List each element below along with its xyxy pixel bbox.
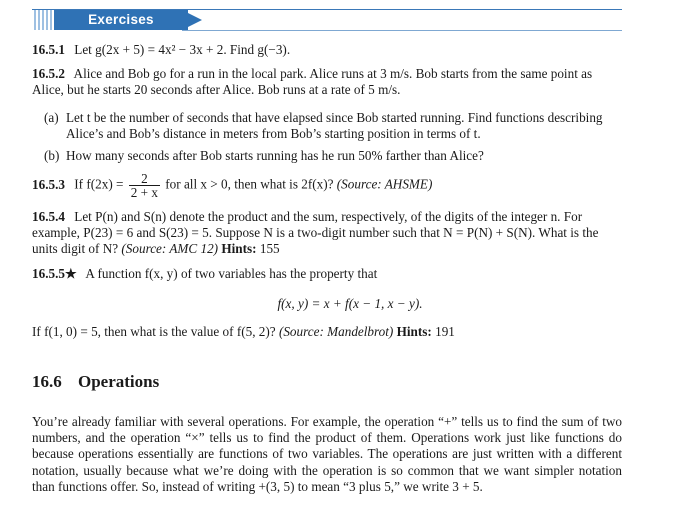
exercise-source: (Source: AMC 12) [121, 241, 219, 257]
part-text: How many seconds after Bob starts running has he run 50% farther than Alice? [66, 148, 484, 163]
part-letter: (b) [44, 148, 60, 163]
fraction-numerator: 2 [129, 172, 160, 186]
fraction [129, 172, 160, 199]
exercise-text: If f(1, 0) = 5, then what is the value of f(5, 2)? [32, 324, 276, 339]
fraction-denominator: 2 + x [130, 185, 158, 200]
display-equation: f(x, y) = x + f(x − 1, x − y). [277, 296, 423, 311]
part-text: Let t be the number of seconds that have elapsed since Bob started running. Find functions describing Alice’s and Bob’s distance in meters from Bob’s starting position in terms of t. [66, 110, 603, 142]
exercise-text: A function f(x, y) of two variables has the property that [85, 266, 378, 281]
section-paragraph: You’re already familiar with several operations. For example, the operation “+” tells us to find the sum of two numbers, and the operation “×” tells us to find the product of them. Operations work just like functions do because operations essentially are functions of two variables. The operations are just written with a different notation, usually because what we’re doing with the operation is so common that we want simpler notation than functions offer. So, instead of writing +(3, 5) to mean “3 plus 5,” we write 3 + 5. [32, 414, 622, 494]
exercise-lead: If f(2x) = [74, 176, 124, 192]
banner-bottom-rule [182, 30, 622, 31]
exercise-number: 16.5.1 [32, 42, 65, 57]
exercise-number: 16.5.4 [32, 209, 65, 224]
hints-value: 155 [259, 241, 280, 257]
exercise-number: 16.5.5★ [32, 266, 77, 281]
exercise-16-5-3 [32, 172, 622, 199]
section-title: Operations [78, 372, 160, 391]
banner-stripes [32, 10, 54, 30]
section-heading [32, 372, 159, 392]
exercise-text: Let g(2x + 5) = 4x² − 3x + 2. Find g(−3). [74, 42, 291, 57]
exercise-number: 16.5.2 [32, 66, 65, 81]
exercise-number: 16.5.3 [32, 176, 65, 192]
part-letter: (a) [44, 110, 59, 125]
hints-label: Hints: [221, 241, 257, 257]
exercise-16-5-2 [32, 66, 622, 98]
exercises-label: Exercises [54, 10, 188, 30]
exercise-source: (Source: Mandelbrot) [278, 324, 394, 339]
exercise-16-5-5 [32, 266, 622, 282]
exercise-text: Let P(n) and S(n) denote the product and the sum, respectively, of the digits of the integer n. For example, P(23) = 6 and S(23) = 5. Suppose N is a two-digit number such that N = P(N) + S(N). What is the units digit of N? [32, 209, 599, 257]
arrow-right-icon [188, 13, 202, 27]
exercise-16-5-4 [32, 209, 622, 258]
exercise-tail: for all x > 0, then what is 2f(x)? [165, 176, 334, 192]
hints-value: 191 [435, 324, 455, 339]
exercise-16-5-1 [32, 42, 622, 58]
hints-label: Hints: [396, 324, 432, 339]
exercise-source: (Source: AHSME) [336, 176, 433, 192]
exercise-16-5-5-question [32, 324, 622, 340]
section-number: 16.6 [32, 372, 62, 391]
exercises-banner [32, 6, 622, 32]
exercise-text: Alice and Bob go for a run in the local park. Alice runs at 3 m/s. Bob starts from the same point as Alice, but he starts 20 seconds after Alice. Bob runs at a rate of 5 m/s. [32, 66, 593, 98]
